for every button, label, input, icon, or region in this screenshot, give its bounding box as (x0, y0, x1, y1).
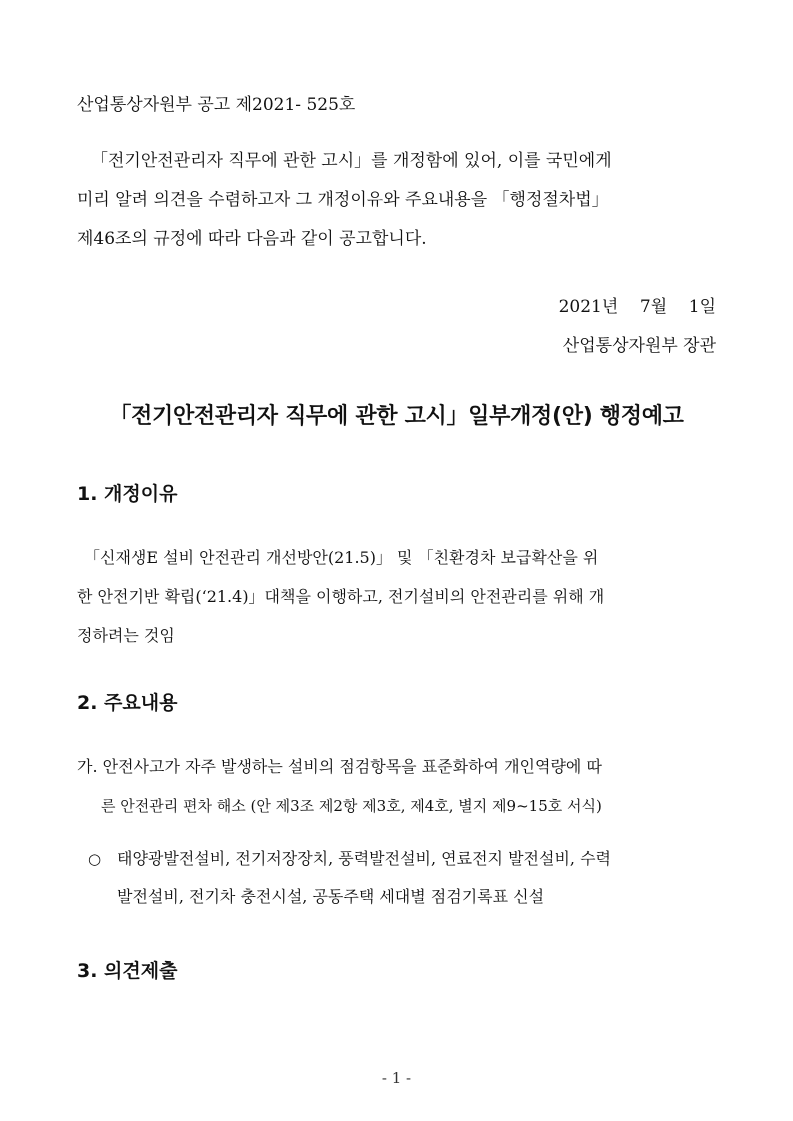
reason-line-3: 정하려는 것임 (77, 626, 175, 645)
section-heading-reason: 1. 개정이유 (77, 483, 178, 505)
page-number: - 1 - (381, 1069, 412, 1087)
reason-line-2: 한 안전기반 확립(‘21.4)」대책을 이행하고, 전기설비의 안전관리를 위해 개 (77, 587, 605, 606)
contents-item-line-1: 가. 안전사고가 자주 발생하는 설비의 점검항목을 표준화하여 개인역량에 따 (77, 757, 602, 776)
contents-item-line-2: 른 안전관리 편차 해소 (안 제3조 제2항 제3호, 제4호, 별지 제9~15호 서식) (101, 797, 602, 815)
reason-line-1: 「신재생E 설비 안전관리 개선방안(21.5)」 및 「친환경차 보급확산을 위 (84, 548, 599, 567)
bullet-line-1: 태양광발전설비, 전기저장장치, 풍력발전설비, 연료전지 발전설비, 수력 (117, 849, 611, 868)
notice-number: 산업통상자원부 공고 제2021- 525호 (77, 95, 356, 115)
document-title: 「전기안전관리자 직무에 관한 고시」일부개정(안) 행정예고 (109, 404, 684, 429)
notice-date: 2021년 7월 1일 (558, 297, 716, 317)
section-heading-contents: 2. 주요내용 (77, 692, 178, 714)
intro-line-2: 미리 알려 의견을 수렴하고자 그 개정이유와 주요내용을 「행정절차법」 (77, 190, 609, 210)
bullet-line-2: 발전설비, 전기차 충전시설, 공동주택 세대별 점검기록표 신설 (117, 887, 545, 906)
bullet-marker: ○ (88, 850, 102, 868)
section-heading-opinion: 3. 의견제출 (77, 960, 178, 982)
issuer: 산업통상자원부 장관 (562, 336, 716, 356)
intro-line-1: 「전기안전관리자 직무에 관한 고시」를 개정함에 있어, 이를 국민에게 (91, 151, 612, 171)
intro-line-3: 제46조의 규정에 따라 다음과 같이 공고합니다. (77, 229, 427, 249)
